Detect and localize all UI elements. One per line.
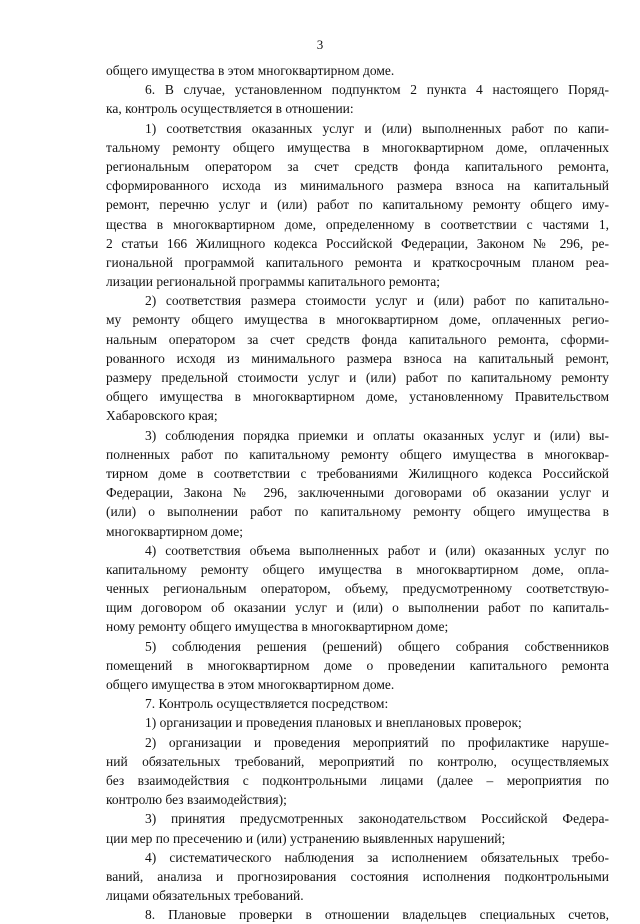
- text-line: ному ремонту общего имущества в многоквартирном доме;: [106, 619, 449, 635]
- text-line: ка, контроль осуществляется в отношении:: [106, 101, 354, 117]
- paragraph: [106, 541, 609, 637]
- text-line: 3) принятия предусмотренных законодательством Российской Федера-: [145, 811, 609, 827]
- text-line: 8. Плановые проверки в отношении владельцев специальных счетов,: [145, 907, 609, 923]
- paragraph: [106, 694, 609, 713]
- paragraph: [106, 848, 609, 906]
- paragraph: [106, 80, 609, 118]
- text-line: 6. В случае, установленном подпунктом 2 пункта 4 настоящего Поряд-: [145, 82, 609, 98]
- paragraph: [106, 637, 609, 695]
- paragraph: [106, 809, 609, 847]
- text-line: 4) соответствия объема выполненных работ и (или) оказанных услуг по: [145, 542, 609, 558]
- text-line: 3) соблюдения порядка приемки и оплаты оказанных услуг и (или) вы-: [145, 427, 609, 443]
- text-line: 2) соответствия размера стоимости услуг и (или) работ по капитально-: [145, 293, 609, 309]
- text-line: помещений в многоквартирном доме о проведении капитального ремонта: [106, 657, 609, 673]
- text-line: сформированного исхода из минимального размера взноса на капитальный: [106, 178, 609, 194]
- text-line: ремонт, перечню услуг и (или) работ по капитальному ремонту общего иму-: [106, 197, 609, 213]
- page-number: 3: [316, 37, 324, 52]
- paragraph: [106, 733, 609, 810]
- paragraph: [106, 905, 609, 924]
- text-line: размеру предельной стоимости услуг и (или) работ по капитальному ремонту: [106, 370, 609, 385]
- text-line: 1) организации и проведения плановых и внеплановых проверок;: [145, 715, 522, 731]
- text-line: 5) соблюдения решения (решений) общего собрания собственников: [145, 638, 609, 654]
- text-line: капитальному ремонту общего имущества в многоквартирном доме, опла-: [106, 561, 609, 577]
- paragraph: [106, 291, 609, 425]
- text-line: полненных работ по капитальному ремонту общего имущества в многоквар-: [106, 446, 609, 462]
- text-line: 7. Контроль осуществляется посредством:: [145, 696, 389, 712]
- text-line: лицами обязательных требований.: [106, 888, 304, 904]
- text-line: нальным оператором за счет средств фонда капитального ремонта, сформи-: [106, 331, 609, 347]
- text-line: тальному ремонту общего имущества в многоквартирном доме, оплаченных: [106, 139, 609, 155]
- text-line: 2 статьи 166 Жилищного кодекса Российской Федерации, Законом № 296, ре-: [106, 235, 609, 251]
- text-line: общего имущества в этом многоквартирном доме.: [106, 63, 395, 78]
- text-line: общего имущества в многоквартирном доме, установленному Правительством: [106, 389, 609, 405]
- text-line: му ремонту общего имущества в многоквартирном доме, оплаченных регио-: [106, 312, 609, 328]
- text-line: рованного исходя из минимального размера взноса на капитальный ремонт,: [106, 350, 609, 366]
- text-line: щим договором об оказании услуг и (или) о выполнении работ по капиталь-: [106, 600, 609, 616]
- text-line: (или) о выполнении работ по капитальному ремонту общего имущества в: [106, 504, 609, 520]
- text-line: гиональной программой капитального ремонта и краткосрочным планом реа-: [106, 254, 609, 270]
- text-line: щества в многоквартирном доме, определенному в соответствии с частями 1,: [106, 216, 609, 232]
- paragraph: [106, 713, 609, 732]
- paragraph: [106, 61, 609, 80]
- text-line: 1) соответствия оказанных услуг и (или) выполненных работ по капи-: [145, 120, 609, 136]
- text-line: ний обязательных требований, мероприятий по контролю, осуществляемых: [106, 753, 609, 769]
- text-line: ченных региональным оператором, объему, предусмотренному соответствую-: [106, 581, 609, 597]
- text-line: 2) организации и проведения мероприятий по профилактике наруше-: [145, 734, 609, 750]
- text-line: без взаимодействия с подконтрольными лицами (далее – мероприятия по: [106, 772, 609, 788]
- paragraph: [106, 426, 609, 541]
- text-line: Хабаровского края;: [106, 408, 218, 424]
- text-line: ции мер по пресечению и (или) устранению выявленных нарушений;: [106, 830, 506, 846]
- text-line: Федерации, Закона № 296, заключенными договорами об оказании услуг и: [106, 485, 609, 501]
- text-line: ваний, анализа и прогнозирования состояния исполнения подконтрольными: [106, 868, 609, 884]
- text-line: тирном доме в соответствии с требованиями Жилищного кодекса Российской: [106, 465, 609, 481]
- text-line: общего имущества в этом многоквартирном доме.: [106, 677, 395, 692]
- text-line: контролю без взаимодействия);: [106, 792, 287, 808]
- text-line: 4) систематического наблюдения за исполнением обязательных требо-: [145, 849, 609, 865]
- text-line: многоквартирном доме;: [106, 523, 243, 539]
- text-line: лизации региональной программы капитального ремонта;: [106, 274, 440, 290]
- text-line: региональным оператором за счет средств фонда капитального ремонта,: [106, 158, 609, 174]
- document-body: [106, 61, 609, 924]
- paragraph: [106, 119, 609, 292]
